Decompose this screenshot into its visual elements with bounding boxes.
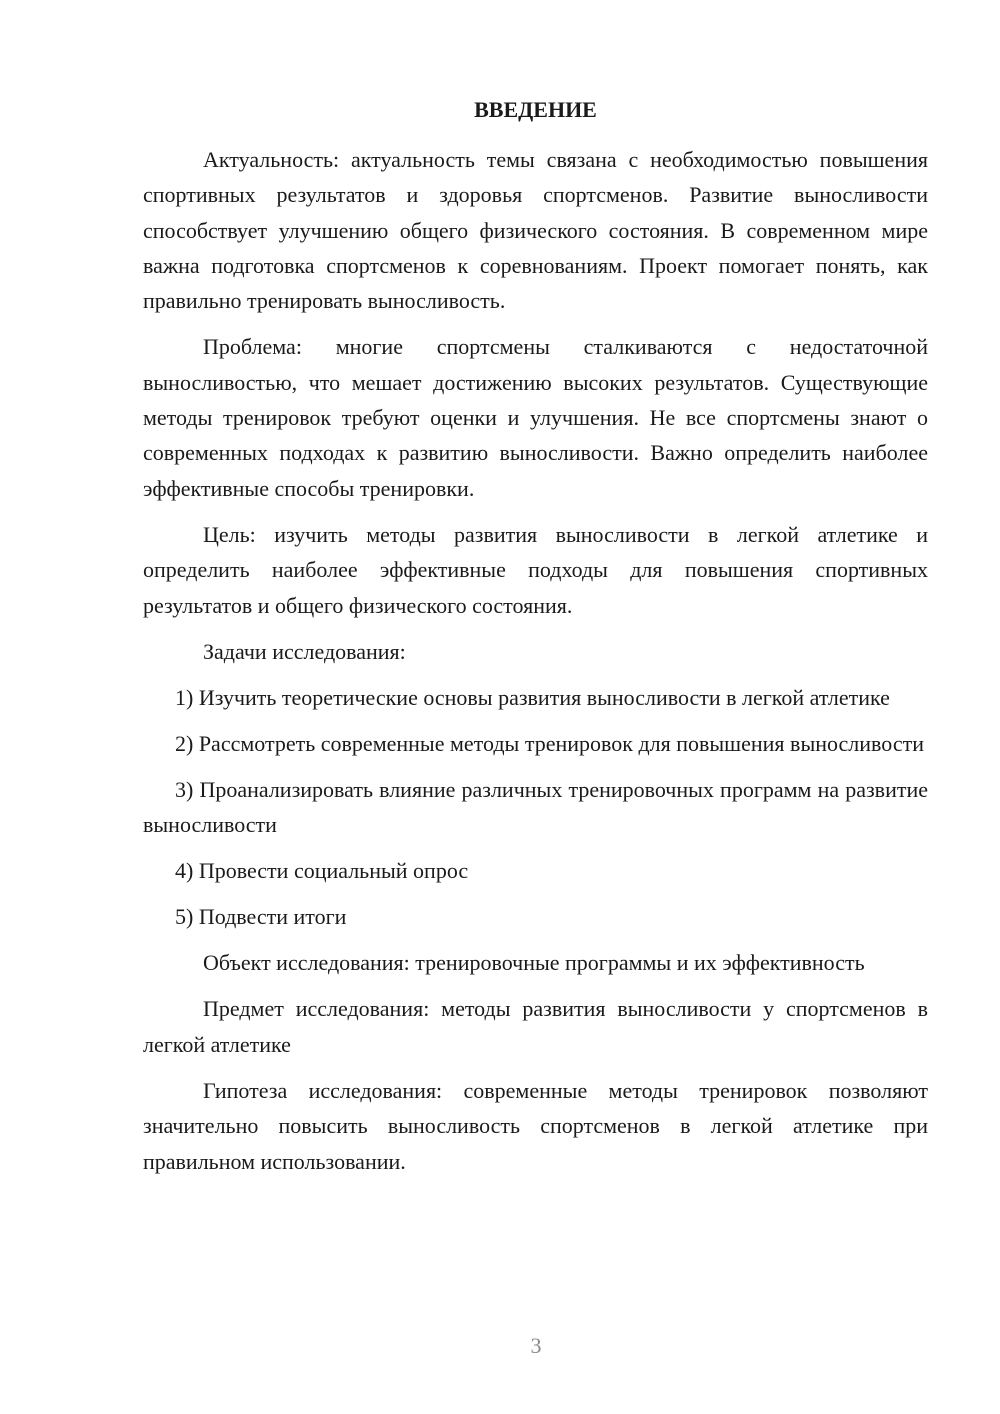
page-number: 3 — [530, 1333, 542, 1358]
relevance-paragraph: Актуальность: актуальность темы связана с необходимостью повышения спортивных результатов и здоровья спортсменов. Развитие выносливости способствует улучшению общего физического состояния. В современном мире важна подготовка спортсменов к соревнованиям. Проект помогает понять, как правильно тренировать выносливость. — [143, 147, 928, 314]
task-item-4: 4) Провести социальный опрос — [175, 858, 469, 884]
problem-paragraph: Проблема: многие спортсмены сталкиваются с недостаточной выносливостью, что мешает достижению высоких результатов. Существующие методы тренировок требуют оценки и улучшения. Не все спортсмены знают о современных подходах к развитию выносливости. Важно определить наиболее эффективные способы тренировки. — [143, 334, 928, 501]
tasks-list — [143, 680, 928, 934]
hypothesis-paragraph: Гипотеза исследования: современные методы тренировок позволяют значительно повысить выносливость спортсменов в легкой атлетике при правильном использовании. — [143, 1078, 928, 1174]
task-item-3: 3) Проанализировать влияние различных тренировочных программ на развитие выносливости — [143, 777, 928, 838]
tasks-heading: Задачи исследования: — [203, 638, 406, 664]
task-item-5: 5) Подвести итоги — [175, 904, 347, 930]
subject-paragraph: Предмет исследования: методы развития выносливости у спортсменов в легкой атлетике — [143, 996, 928, 1057]
task-item-2: 2) Рассмотреть современные методы тренировок для повышения выносливости — [175, 731, 924, 757]
goal-paragraph: Цель: изучить методы развития выносливости в легкой атлетике и определить наиболее эффективные подходы для повышения спортивных результатов и общего физического состояния. — [143, 521, 928, 618]
section-heading: ВВЕДЕНИЕ — [474, 97, 597, 122]
document-page — [143, 92, 928, 1190]
object-paragraph: Объект исследования: тренировочные программы и их эффективность — [203, 950, 865, 976]
task-item-1: 1) Изучить теоретические основы развития выносливости в легкой атлетике — [175, 685, 890, 711]
